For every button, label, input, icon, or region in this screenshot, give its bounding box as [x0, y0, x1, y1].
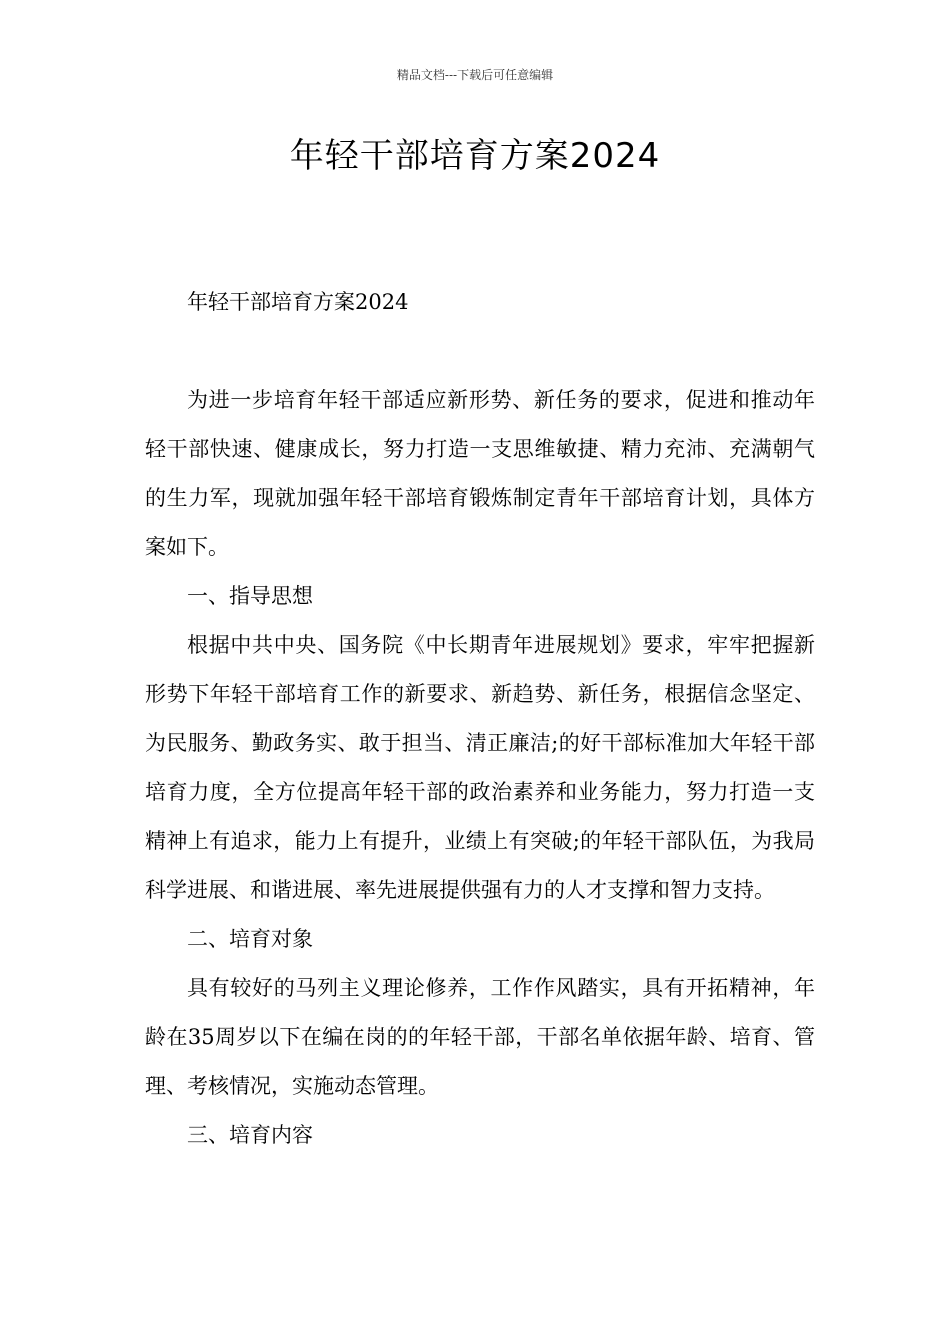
guiding-ideology-paragraph: 根据中共中央、国务院《中长期青年进展规划》要求，牢牢把握新形势下年轻干部培育工作的新要求、新趋势、新任务，根据信念坚定、为民服务、勤政务实、敢于担当、清正廉洁;的好干部标准加大年轻干部培育力度，全方位提高年轻干部的政治素养和业务能力，努力打造一支精神上有追求，能力上有提升，业绩上有突破;的年轻干部队伍，为我局科学进展、和谐进展、率先进展提供强有力的人才支撑和智力支持。 — [145, 633, 815, 902]
section-heading-training-target: 二、培育对象 — [187, 927, 313, 951]
document-title: 年轻干部培育方案2024 — [289, 136, 661, 176]
document-subtitle: 年轻干部培育方案2024 — [187, 290, 409, 314]
section-heading-training-content: 三、培育内容 — [187, 1123, 313, 1147]
training-target-paragraph: 具有较好的马列主义理论修养，工作作风踏实，具有开拓精神，年龄在35周岁以下在编在岗的的年轻干部，干部名单依据年龄、培育、管理、考核情况，实施动态管理。 — [145, 976, 815, 1098]
section-heading-guiding-ideology: 一、指导思想 — [187, 584, 313, 608]
document-body — [145, 376, 815, 1160]
header-note: 精品文档---下载后可任意编辑 — [396, 68, 554, 82]
intro-paragraph: 为进一步培育年轻干部适应新形势、新任务的要求，促进和推动年轻干部快速、健康成长，努力打造一支思维敏捷、精力充沛、充满朝气的生力军，现就加强年轻干部培育锻炼制定青年干部培育计划，具体方案如下。 — [145, 388, 815, 559]
